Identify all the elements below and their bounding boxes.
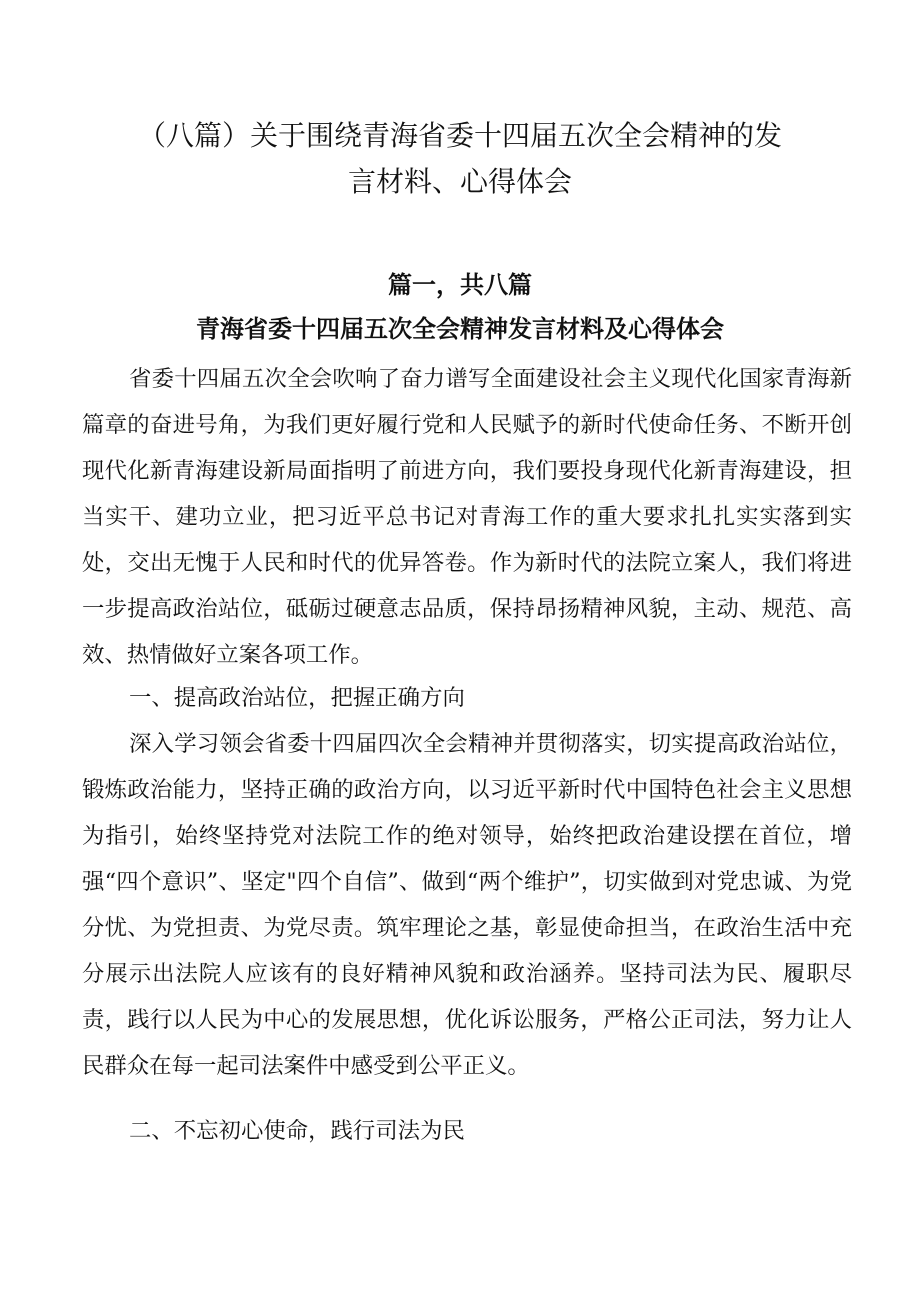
part-title: 青海省委十四届五次全会精神发言材料及心得体会 <box>196 315 724 343</box>
paragraph-section-1: 深入学习领会省委十四届四次全会精神并贯彻落实，切实提高政治站位，锻炼政治能力，坚持正确的政治方向，以习近平新时代中国特色社会主义思想为指引，始终坚持党对法院工作的绝对领导，始终把政治建设摆在首位，增强“四个意识”、坚定"四个自信”、做到“两个维护”，切实做到对党忠诚、为党分忧、为党担责、为党尽责。筑牢理论之基，彰显使命担当，在政治生活中充分展示出法院人应该有的良好精神风貌和政治涵养。坚持司法为民、履职尽责，践行以人民为中心的发展思想，优化诉讼服务，严格公正司法，努力让人民群众在每一起司法案件中感受到公平正义。 <box>82 731 852 1079</box>
document-title-line-1: （八篇）关于围绕青海省委十四届五次全会精神的发 <box>137 119 782 152</box>
section-heading-2: 二、不忘初心使命，践行司法为民 <box>129 1118 465 1144</box>
paragraph-intro: 省委十四届五次全会吹响了奋力谱写全面建设社会主义现代化国家青海新篇章的奋进号角，为我们更好履行党和人民赋予的新时代使命任务、不断开创现代化新青海建设新局面指明了前进方向，我们要投身现代化新青海建设，担当实干、建功立业，把习近平总书记对青海工作的重大要求扎扎实实落到实处，交出无愧于人民和时代的优异答卷。作为新时代的法院立案人，我们将进一步提高政治站位，砥砺过硬意志品质，保持昂扬精神风貌，主动、规范、高效、热情做好立案各项工作。 <box>82 366 852 668</box>
document-title-line-2: 言材料、心得体会 <box>347 165 572 198</box>
section-heading-1: 一、提高政治站位，把握正确方向 <box>129 685 465 711</box>
part-label: 篇一，共八篇 <box>388 271 532 299</box>
